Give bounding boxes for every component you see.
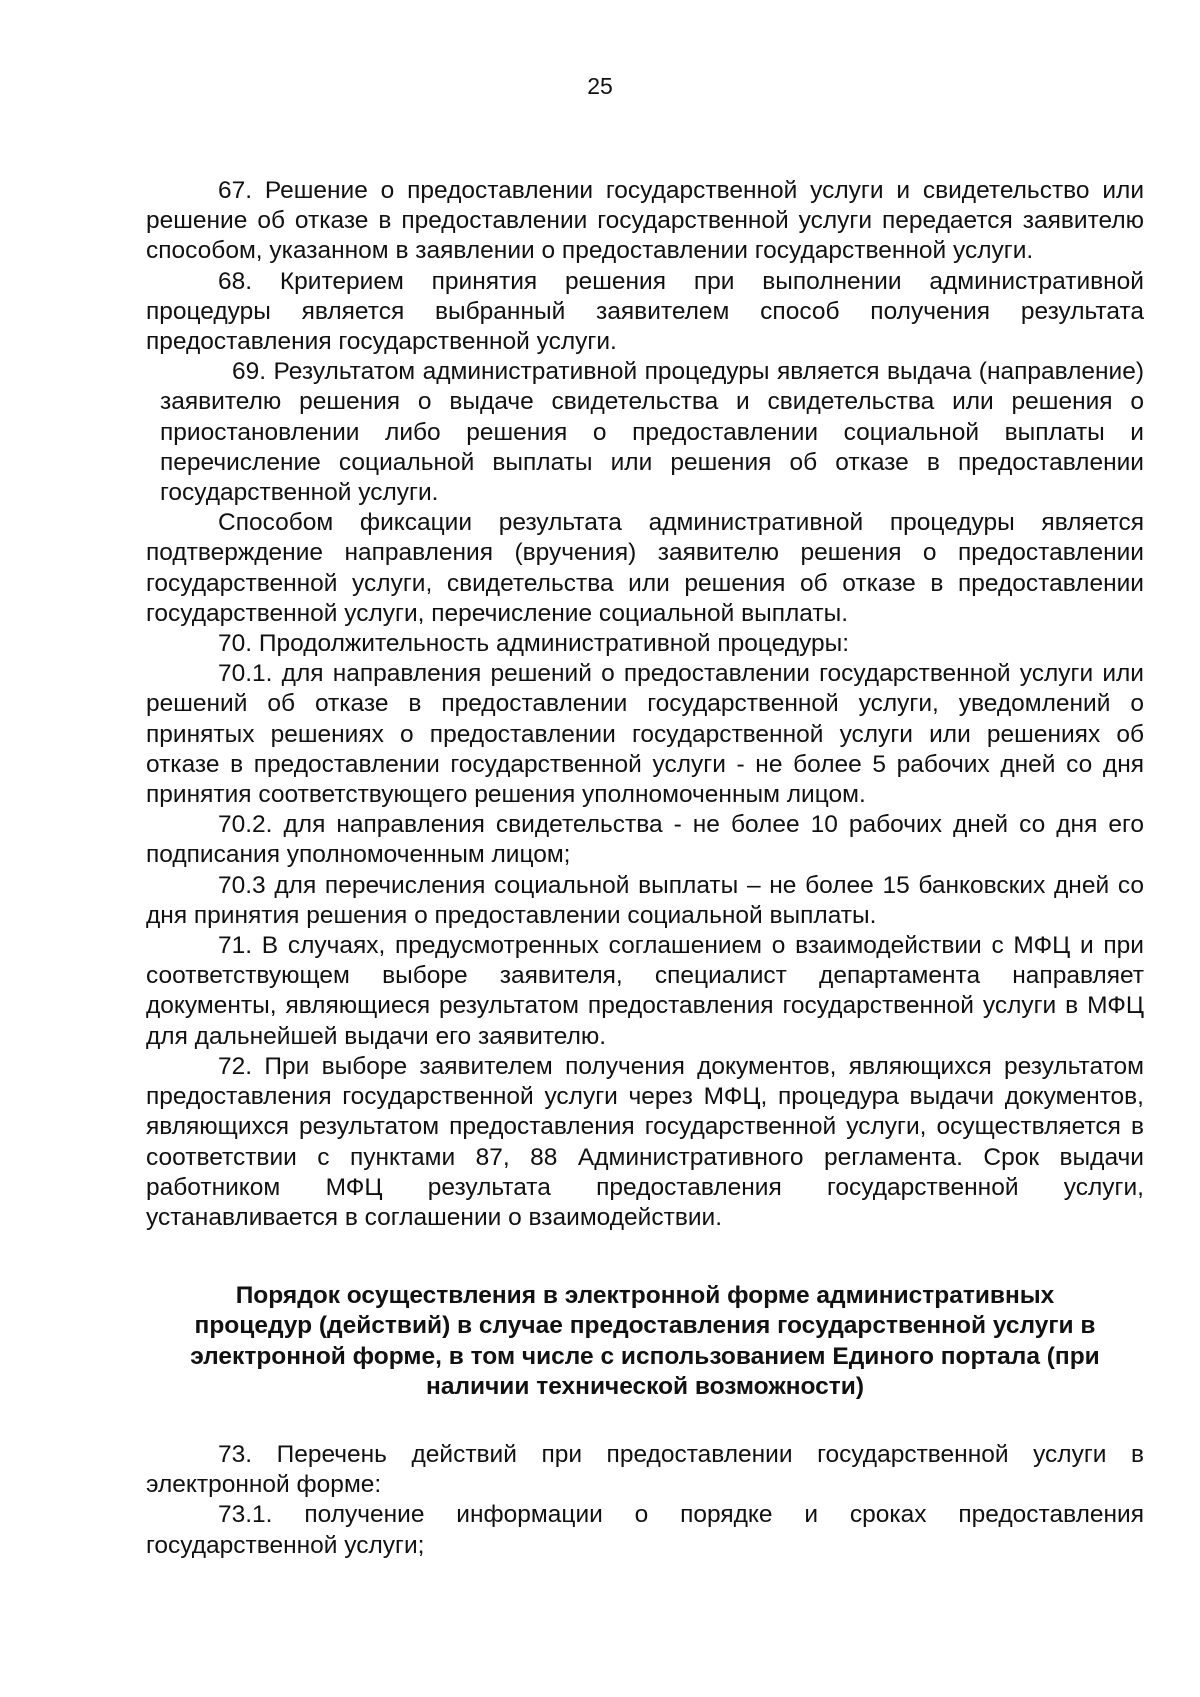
paragraph-70: 70. Продолжительность административной процедуры: xyxy=(218,630,850,658)
document-body xyxy=(146,176,1144,1561)
paragraph-69: 69. Результатом административной процедуры является выдача (направление) заявителю решения о выдаче свидетельства и свидетельства или решения о приостановлении либо решения о предоставлении социальной выплаты и перечисление социальной выплаты или решения об отказе в предоставлении государственной услуги. xyxy=(160,358,1144,507)
paragraph-70-3: 70.3 для перечисления социальной выплаты – не более 15 банковских дней со дня принятия решения о предоставлении социальной выплаты. xyxy=(146,871,1144,929)
paragraph-72: 72. При выборе заявителем получения документов, являющихся результатом предоставления государственной услуги через МФЦ, процедура выдачи документов, являющихся результатом предоставления государственной услуги, осуществляется в соответствии с пунктами 87, 88 Административного регламента. Срок выдачи работником МФЦ результата предоставления государственной услуги, устанавливается в соглашении о взаимодействии. xyxy=(146,1052,1144,1231)
page-number: 25 xyxy=(587,73,613,99)
section-title: Порядок осуществления в электронной форме административных процедур (действий) в случае предоставления государственной услуги в электронной форме, в том числе с использованием Единого портала (при наличии технической возможности) xyxy=(190,1282,1100,1400)
paragraph-67: 67. Решение о предоставлении государственной услуги и свидетельство или решение об отказе в предоставлении государственной услуги передается заявителю способом, указанном в заявлении о предоставлении государственной услуги. xyxy=(146,177,1144,265)
paragraph-68: 68. Критерием принятия решения при выполнении административной процедуры является выбранный заявителем способ получения результата предоставления государственной услуги. xyxy=(146,267,1144,356)
paragraph-73-1: 73.1. получение информации о порядке и сроках предоставления государственной услуги; xyxy=(146,1501,1144,1559)
paragraph-73: 73. Перечень действий при предоставлении государственной услуги в электронной форме: xyxy=(146,1440,1144,1499)
paragraph-70-2: 70.2. для направления свидетельства - не более 10 рабочих дней со дня его подписания уполномоченным лицом; xyxy=(146,811,1144,869)
paragraph-fixation-method: Способом фиксации результата административной процедуры является подтверждение направления (вручения) заявителю решения о предоставлении государственной услуги, свидетельства или решения об отказе в предоставлении государственной услуги, перечисление социальной выплаты. xyxy=(146,509,1144,627)
paragraph-70-1: 70.1. для направления решений о предоставлении государственной услуги или решений об отказе в предоставлении государственной услуги, уведомлений о принятых решениях о предоставлении государственной услуги или решениях об отказе в предоставлении государственной услуги - не более 5 рабочих дней со дня принятия соответствующего решения уполномоченным лицом. xyxy=(146,660,1144,809)
paragraph-71: 71. В случаях, предусмотренных соглашением о взаимодействии с МФЦ и при соответствующем выборе заявителя, специалист департамента направляет документы, являющиеся результатом предоставления государственной услуги в МФЦ для дальнейшей выдачи его заявителю. xyxy=(146,932,1144,1050)
